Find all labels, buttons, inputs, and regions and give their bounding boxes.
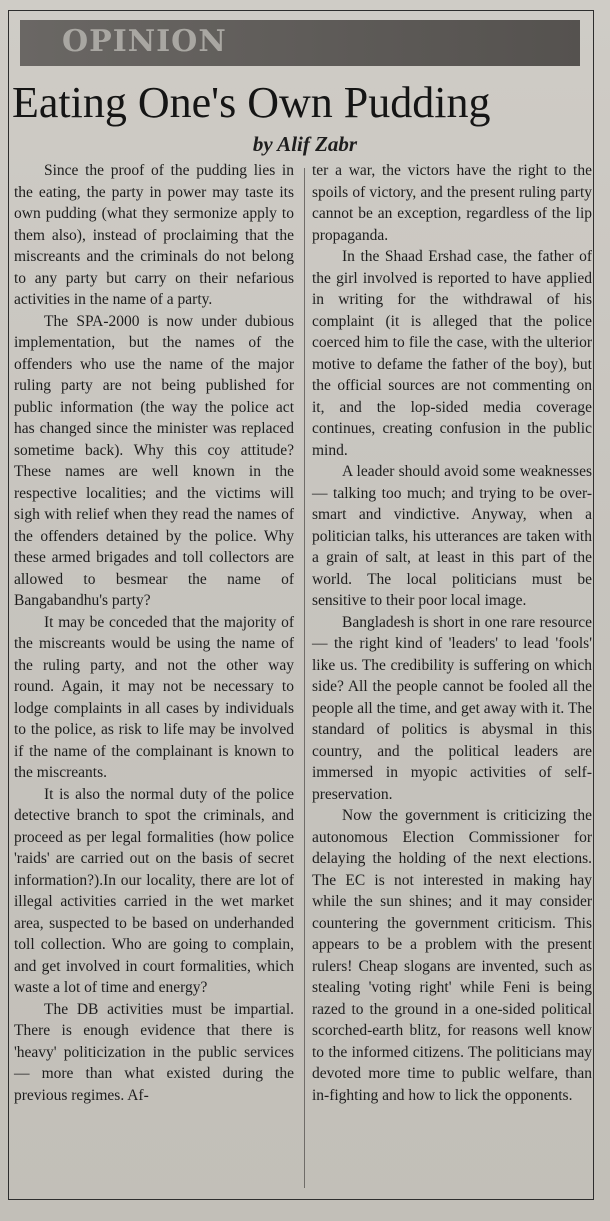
paragraph: In the Shaad Ershad case, the father of the girl involved is reported to have applied in writing for the withdrawal of his complaint (it is alleged that the police coerced him to file the case, with the ulterior motive to defame the father of the boy), but the official sources are not commenting on it, and the lop-sided media coverage continues, creating confusion in the public mind. — [312, 248, 592, 459]
article-byline: by Alif Zabr — [252, 132, 358, 156]
paragraph: ter a war, the victors have the right to the spoils of victory, and the present ruling party cannot be an exception, regardless of the lip propaganda. — [312, 162, 592, 244]
paragraph: It is also the normal duty of the police detective branch to spot the criminals, and proceed as per legal formalities (how police 'raids' are carried out on the basis of secret information?).In our locality, there are lot of illegal activities carried in the wet market area, suspected to be based on underhanded toll collection. Who are going to complain, and get involved in court formalities, which waste a lot of time and energy? — [14, 785, 294, 996]
paragraph: A leader should avoid some weaknesses — talking too much; and trying to be over-smart and vindictive. Anyway, when a politician talks, his utterances are taken with a grain of salt, at least in this part of the world. The local politicians must be sensitive to their poor local image. — [312, 463, 592, 609]
section-banner — [20, 20, 580, 66]
paragraph: The DB activities must be impartial. There is enough evidence that there is 'heavy' politicization in the public services — more than what existed during the previous regimes. Af- — [14, 1000, 294, 1104]
paragraph: The SPA-2000 is now under dubious implementation, but the names of the offenders who use the name of the major ruling party are not being published for public information (the way the police act has changed since the minister was replaced sometime back). Why this coy attitude? These names are well known in the respective localities; and the victims will sigh with relief when they read the names of the offenders detained by the police. Why these armed brigades and toll collectors are allowed to besmear the name of Bangabandhu's party? — [14, 312, 294, 609]
paragraph: It may be conceded that the majority of the miscreants would be using the name of the ruling party, and not the other way round. Again, it may not be necessary to lodge complaints in all cases by individuals to the police, as risk to life may be involved if the name of the complainant is known to the miscreants. — [14, 613, 294, 781]
section-label: OPINION — [62, 24, 227, 59]
column-divider — [304, 168, 305, 1188]
paragraph: Since the proof of the pudding lies in the eating, the party in power may taste its own pudding (what they sermonize apply to them also), instead of proclaiming that the miscreants and the criminals do not belong to any party but carry on their nefarious activities in the name of a party. — [14, 162, 294, 308]
left-column — [14, 160, 294, 1106]
paragraph: Bangladesh is short in one rare resource — the right kind of 'leaders' to lead 'fools' like us. The credibility is suffering on which side? All the people cannot be fooled all the people all the time, and get away with it. The standard of politics is abysmal in this country, and the political leaders are immersed in myopic activities of self-preservation. — [312, 613, 592, 803]
paragraph: Now the government is criticizing the autonomous Election Commissioner for delaying the holding of the next elections. The EC is not interested in making hay while the sun shines; and it may consider countering the government criticism. This appears to be a problem with the present rulers! Cheap slogans are invented, such as stealing 'voting right' while Feni is being razed to the ground in a one-sided political scorched-earth blitz, for reasons well know to the informed citizens. The politicians may devoted more time to public welfare, than in-fighting and how to lick the opponents. — [312, 807, 592, 1104]
right-column — [312, 160, 592, 1106]
article-headline: Eating One's Own Pudding — [12, 78, 491, 127]
